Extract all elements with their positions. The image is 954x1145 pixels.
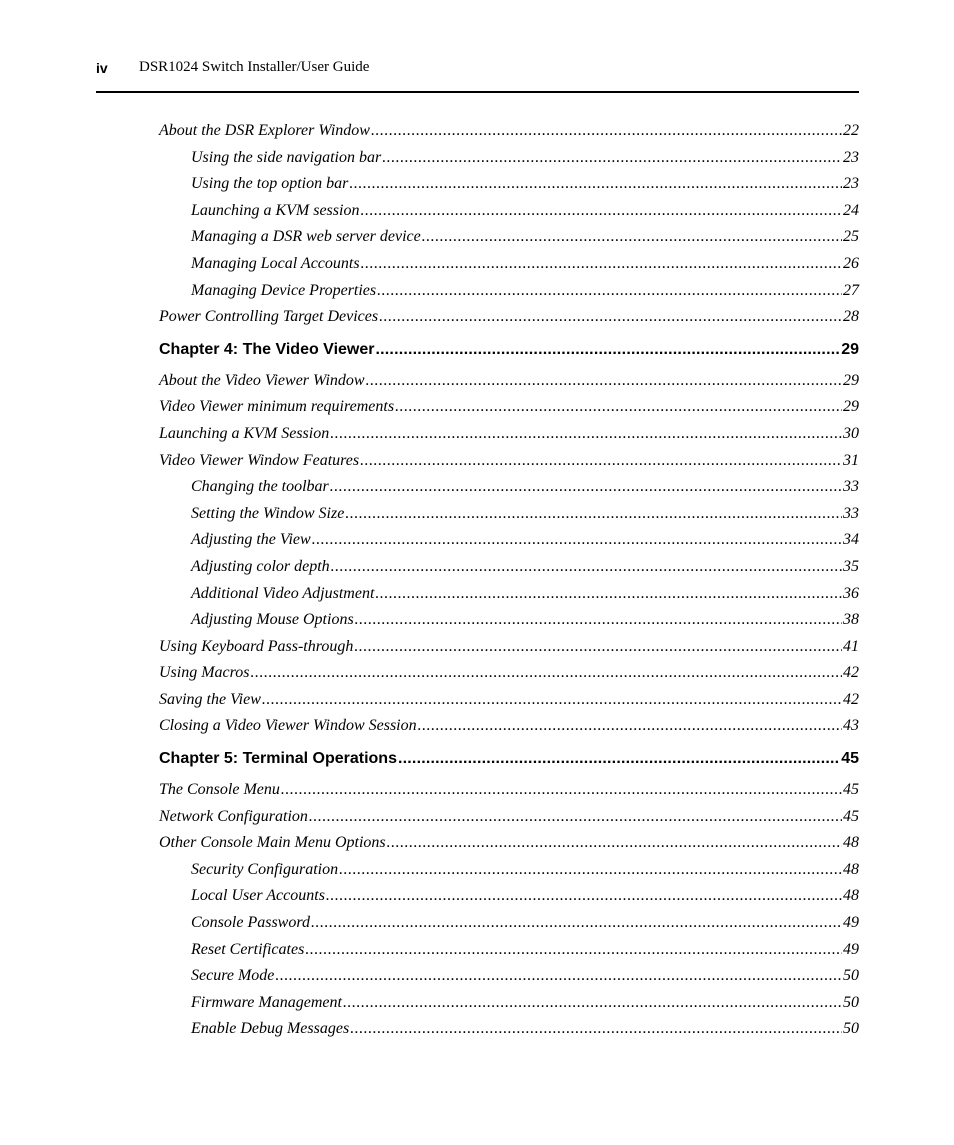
toc-entry-title: Reset Certificates xyxy=(191,940,305,958)
toc-entry[interactable] xyxy=(159,368,859,395)
toc-entry-title: Managing a DSR web server device xyxy=(191,228,421,246)
toc-entry-title: Managing Local Accounts xyxy=(191,254,360,272)
toc-entry-page: 30 xyxy=(843,424,859,442)
toc-entry-page: 28 xyxy=(843,308,859,326)
toc-entry-title: About the Video Viewer Window xyxy=(159,371,365,389)
toc-entry-title: Secure Mode xyxy=(191,967,275,985)
toc-entry-page: 36 xyxy=(843,584,859,602)
document-title: DSR1024 Switch Installer/User Guide xyxy=(139,59,370,75)
dot-leader xyxy=(375,581,842,608)
dot-leader xyxy=(309,804,842,831)
toc-entry-page: 22 xyxy=(843,122,859,139)
dot-leader xyxy=(361,251,842,278)
dot-leader xyxy=(377,278,842,305)
table-of-contents xyxy=(159,118,859,1043)
toc-entry-page: 38 xyxy=(843,611,859,629)
dot-leader xyxy=(326,883,842,910)
dot-leader xyxy=(354,634,842,661)
toc-entry-page: 45 xyxy=(843,781,859,799)
dot-leader xyxy=(275,963,842,990)
toc-entry-title: Console Password xyxy=(191,914,310,932)
toc-entry-page: 45 xyxy=(843,807,859,825)
dot-leader xyxy=(422,224,842,251)
dot-leader xyxy=(251,660,842,687)
dot-leader xyxy=(355,607,842,634)
toc-entry[interactable] xyxy=(159,224,859,251)
dot-leader xyxy=(331,554,842,581)
toc-chapter-heading[interactable] xyxy=(159,740,859,777)
toc-entry-page: 50 xyxy=(843,1020,859,1038)
toc-entry-page: 25 xyxy=(843,228,859,246)
toc-entry[interactable] xyxy=(159,830,859,857)
toc-entry[interactable] xyxy=(159,937,859,964)
dot-leader xyxy=(350,1016,842,1043)
toc-entry-title: Enable Debug Messages xyxy=(191,1020,350,1038)
toc-entry-title: Using the top option bar xyxy=(191,175,349,193)
toc-entry[interactable] xyxy=(159,713,859,740)
toc-entry[interactable] xyxy=(159,687,859,714)
toc-entry[interactable] xyxy=(159,474,859,501)
toc-entry-title: Adjusting Mouse Options xyxy=(191,611,354,629)
toc-entry-page: 34 xyxy=(843,531,859,549)
toc-entry-title: Saving the View xyxy=(159,690,261,708)
toc-entry-page: 33 xyxy=(843,504,859,522)
toc-entry-page: 26 xyxy=(843,254,859,272)
toc-entry-title: Using Keyboard Pass-through xyxy=(159,637,354,655)
toc-entry[interactable] xyxy=(159,421,859,448)
toc-entry[interactable] xyxy=(159,527,859,554)
dot-leader xyxy=(345,501,842,528)
page-number: iv xyxy=(96,60,108,76)
dot-leader xyxy=(281,777,842,804)
toc-entry[interactable] xyxy=(159,1016,859,1043)
dot-leader xyxy=(360,448,842,475)
dot-leader xyxy=(371,118,842,145)
toc-entry-page: 49 xyxy=(843,940,859,958)
toc-entry-page: 49 xyxy=(843,914,859,932)
toc-entry-page: 23 xyxy=(843,148,859,166)
toc-entry[interactable] xyxy=(159,171,859,198)
toc-entry[interactable] xyxy=(159,198,859,225)
dot-leader xyxy=(262,687,842,714)
toc-entry[interactable] xyxy=(159,777,859,804)
toc-entry-page: 24 xyxy=(843,201,859,219)
toc-entry-title: Video Viewer Window Features xyxy=(159,451,360,469)
toc-entry-title: Closing a Video Viewer Window Session xyxy=(159,717,417,735)
toc-entry-page: 29 xyxy=(843,398,859,416)
toc-entry[interactable] xyxy=(159,118,859,145)
toc-entry-title: Using the side navigation bar xyxy=(191,148,382,166)
dot-leader xyxy=(349,171,842,198)
toc-entry[interactable] xyxy=(159,145,859,172)
toc-entry-page: 27 xyxy=(843,281,859,299)
toc-entry-title: Network Configuration xyxy=(159,807,308,825)
toc-entry-title: Local User Accounts xyxy=(191,887,325,905)
dot-leader xyxy=(366,368,842,395)
toc-entry[interactable] xyxy=(159,554,859,581)
dot-leader xyxy=(311,910,842,937)
toc-entry-page: 31 xyxy=(843,451,859,469)
toc-entry[interactable] xyxy=(159,304,859,331)
dot-leader xyxy=(343,990,842,1017)
toc-entry-title: Video Viewer minimum requirements xyxy=(159,398,395,416)
toc-entry-page: 43 xyxy=(843,717,859,735)
toc-entry-page: 42 xyxy=(843,664,859,682)
toc-entry-page: 45 xyxy=(841,750,859,768)
toc-entry-title: Launching a KVM Session xyxy=(159,424,330,442)
dot-leader xyxy=(305,937,842,964)
toc-entry-page: 29 xyxy=(841,340,859,358)
dot-leader xyxy=(418,713,842,740)
toc-chapter-heading[interactable] xyxy=(159,331,859,368)
toc-entry-title: Chapter 4: The Video Viewer xyxy=(159,340,375,358)
toc-entry-title: Setting the Window Size xyxy=(191,504,345,522)
toc-entry[interactable] xyxy=(159,278,859,305)
toc-entry-title: Managing Device Properties xyxy=(191,281,377,299)
toc-entry-page: 35 xyxy=(843,557,859,575)
toc-entry-title: Additional Video Adjustment xyxy=(191,584,375,602)
toc-entry-page: 50 xyxy=(843,967,859,985)
toc-entry[interactable] xyxy=(159,990,859,1017)
dot-leader xyxy=(339,857,842,884)
toc-entry-title: Security Configuration xyxy=(191,860,339,878)
toc-entry[interactable] xyxy=(159,607,859,634)
toc-entry-title: Chapter 5: Terminal Operations xyxy=(159,750,397,768)
toc-entry-page: 29 xyxy=(843,371,859,389)
dot-leader xyxy=(330,474,842,501)
toc-entry-title: Launching a KVM session xyxy=(191,201,360,219)
dot-leader xyxy=(312,527,842,554)
toc-entry[interactable] xyxy=(159,394,859,421)
toc-entry-title: The Console Menu xyxy=(159,781,280,799)
toc-entry[interactable] xyxy=(159,883,859,910)
toc-entry-title: Using Macros xyxy=(159,664,250,682)
toc-entry[interactable] xyxy=(159,581,859,608)
toc-entry-page: 50 xyxy=(843,993,859,1011)
toc-entry-title: Adjusting the View xyxy=(191,531,311,549)
toc-entry-page: 48 xyxy=(843,887,859,905)
page-header xyxy=(96,59,859,93)
toc-entry-page: 42 xyxy=(843,690,859,708)
toc-entry-page: 48 xyxy=(843,860,859,878)
toc-entry-page: 23 xyxy=(843,175,859,193)
toc-entry-page: 48 xyxy=(843,834,859,852)
toc-entry[interactable] xyxy=(159,501,859,528)
toc-entry[interactable] xyxy=(159,857,859,884)
toc-entry-title: About the DSR Explorer Window xyxy=(159,122,370,139)
dot-leader xyxy=(398,740,840,777)
toc-entry[interactable] xyxy=(159,910,859,937)
toc-entry[interactable] xyxy=(159,660,859,687)
toc-entry-title: Power Controlling Target Devices xyxy=(159,308,379,326)
dot-leader xyxy=(382,145,842,172)
toc-entry[interactable] xyxy=(159,251,859,278)
dot-leader xyxy=(379,304,842,331)
dot-leader xyxy=(387,830,842,857)
dot-leader xyxy=(375,331,840,368)
toc-entry-title: Changing the toolbar xyxy=(191,478,329,496)
dot-leader xyxy=(330,421,842,448)
toc-entry[interactable] xyxy=(159,448,859,475)
toc-entry[interactable] xyxy=(159,963,859,990)
dot-leader xyxy=(395,394,842,421)
toc-entry[interactable] xyxy=(159,634,859,661)
toc-entry-title: Adjusting color depth xyxy=(191,557,330,575)
toc-entry-title: Other Console Main Menu Options xyxy=(159,834,386,852)
toc-entry-page: 33 xyxy=(843,478,859,496)
toc-entry-page: 41 xyxy=(843,637,859,655)
dot-leader xyxy=(360,198,842,225)
toc-entry-title: Firmware Management xyxy=(191,993,342,1011)
toc-entry[interactable] xyxy=(159,804,859,831)
